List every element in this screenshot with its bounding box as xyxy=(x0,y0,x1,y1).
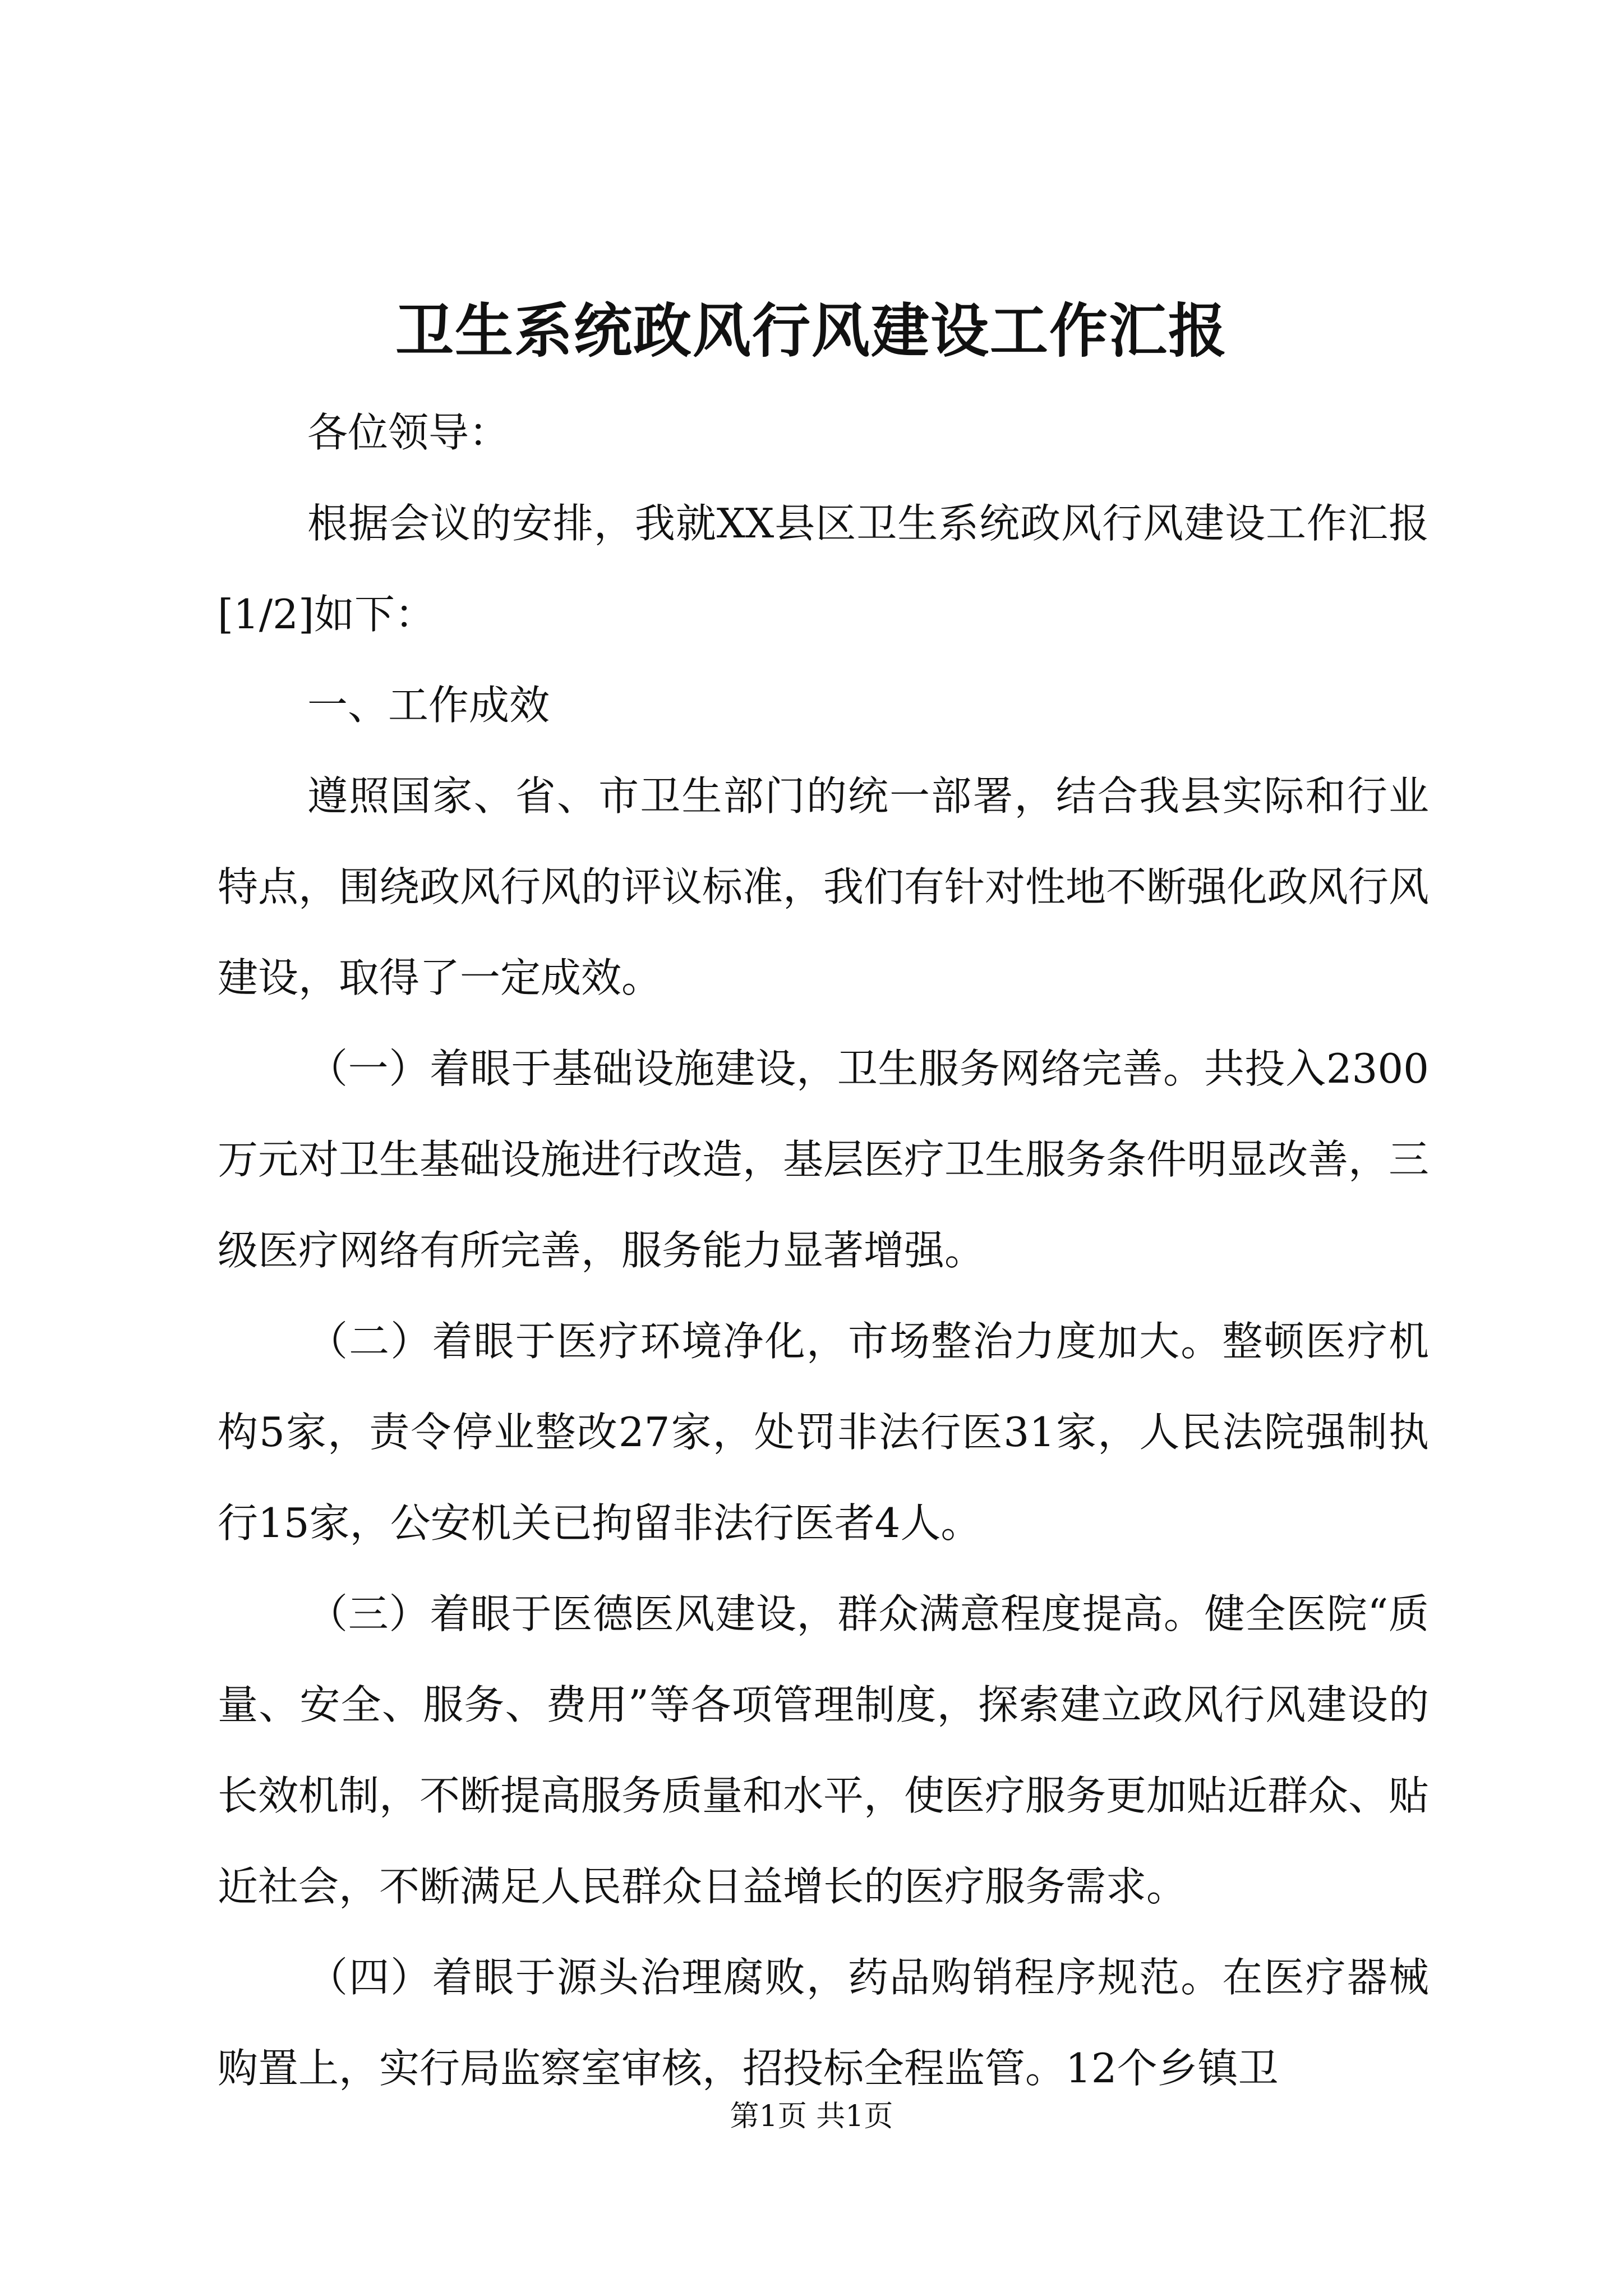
paragraph-intro: 根据会议的安排，我就XX县区卫生系统政风行风建设工作汇报[1/2]如下： xyxy=(218,500,1429,638)
page-footer: 第1页 共1页 xyxy=(730,2100,893,2133)
document-title: 卫生系统政风行风建设工作汇报 xyxy=(395,296,1228,365)
paragraph-overview: 遵照国家、省、市卫生部门的统一部署，结合我县实际和行业特点，围绕政风行风的评议标准，我们有针对性地不断强化政风行风建设，取得了一定成效。 xyxy=(218,772,1430,1001)
paragraph-salutation: 各位领导： xyxy=(307,409,510,456)
document-body xyxy=(218,387,1429,2114)
paragraph-item-3: （三）着眼于医德医风建设，群众满意程度提高。健全医院“质量、安全、服务、费用”等各项管理制度，探索建立政风行风建设的长效机制，不断提高服务质量和水平，使医疗服务更加贴近群众、贴近社会，不断满足人民群众日益增长的医疗服务需求。 xyxy=(218,1590,1430,1910)
section-heading-achievements: 一、工作成效 xyxy=(307,682,550,729)
paragraph-item-1: （一）着眼于基础设施建设，卫生服务网络完善。共投入2300万元对卫生基础设施进行改造，基层医疗卫生服务条件明显改善，三级医疗网络有所完善，服务能力显著增强。 xyxy=(218,1045,1430,1274)
paragraph-item-4: （四）着眼于源头治理腐败，药品购销程序规范。在医疗器械购置上，实行局监察室审核，招投标全程监管。12个乡镇卫 xyxy=(218,1954,1429,2092)
paragraph-item-2: （二）着眼于医疗环境净化，市场整治力度加大。整顿医疗机构5家，责令停业整改27家，处罚非法行医31家，人民法院强制执行15家，公安机关已拘留非法行医者4人。 xyxy=(218,1318,1429,1547)
